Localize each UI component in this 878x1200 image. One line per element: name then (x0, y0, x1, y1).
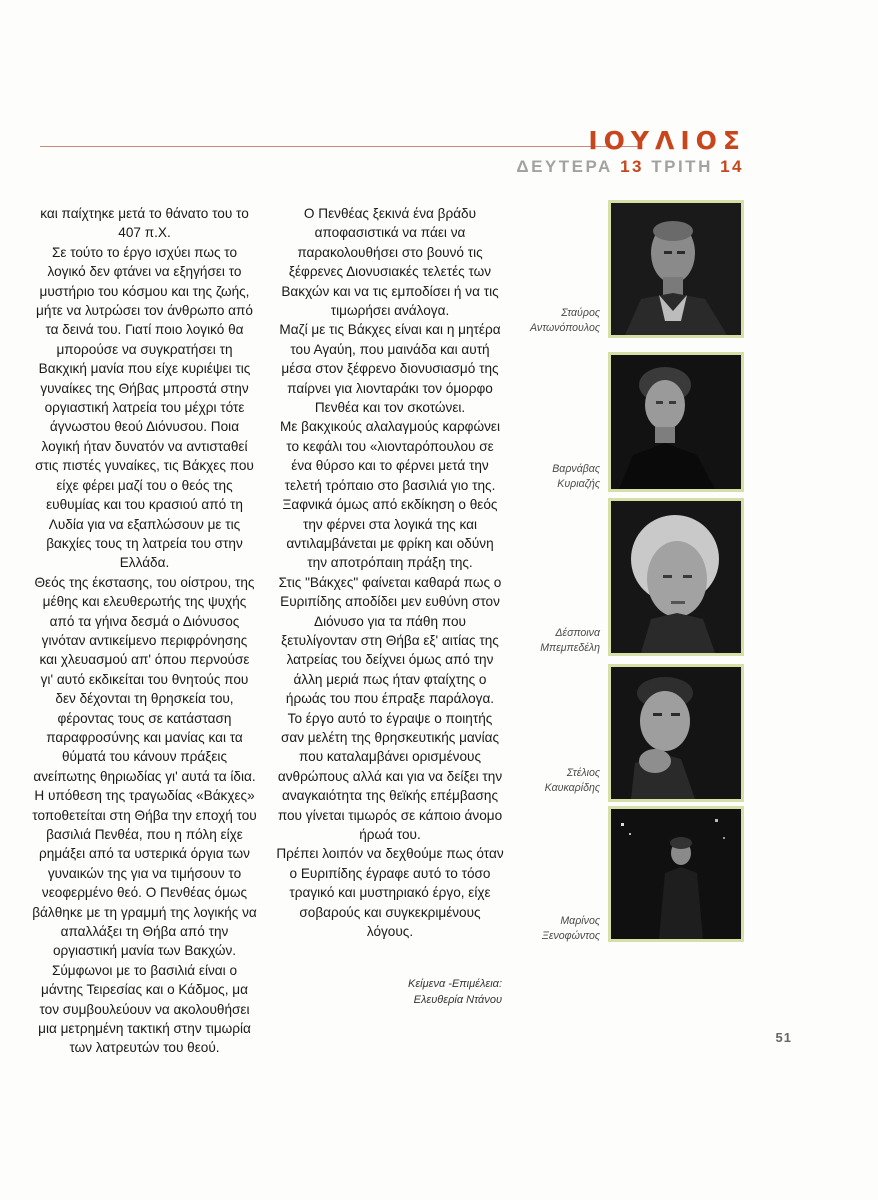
text-column-middle (276, 204, 504, 941)
cast-first-name: Σταύρος (561, 307, 600, 319)
cast-caption-1 (508, 306, 600, 336)
cast-caption-4 (508, 766, 600, 796)
paragraph: Με βακχικούς αλαλαγμούς καρφώνει το κεφάλι του «λιονταρόπουλου σε ένα θύρσο και το φέρνει μετά την τελετή τρόπαιο στο βασιλιά γιο της. Ξαφνικά όμως από εκδίκηση ο θεός την φέρνει στα λογικά της και αντιλαμβάνεται με φρίκη και οδύνη την αποτρόπαιη πράξη της. (280, 419, 500, 571)
credits-role: Κείμενα -Επιμέλεια: (408, 978, 502, 990)
cast-last-name: Κυριαζής (557, 478, 600, 490)
cast-photo-2 (608, 352, 744, 492)
cast-photo-4 (608, 664, 744, 802)
paragraph: Η υπόθεση της τραγωδίας «Βάκχες» τοποθετείται στη Θήβα την εποχή του βασιλιά Πενθέα, που η πόλη είχε ρημάξει από τα υστερικά όργια των γυναικών της για να τιμήσουν το νεοφερμένο θεό. Ο Πενθέας όμως βάλθηκε με τη γραμμή της λογικής να απαλλάξει τη Θήβα από την οργιαστική μανία των Βακχών. (32, 788, 257, 959)
paragraph: Στις "Βάκχες" φαίνεται καθαρά πως ο Ευριπίδης αποδίδει μεν ευθύνη στον Διόνυσο για τα πάθη που ξετυλίγονταν στη Θήβα εξ' αιτίας της λατρείας του δείχνει όμως από την άλλη μεριά πως ήταν φταίχτης ο ήρωάς του που έπραξε παράλογα. (278, 574, 502, 707)
day1-number: 13 (620, 157, 644, 176)
cast-first-name: Δέσποινα (555, 627, 600, 639)
paragraph: Ο Πενθέας ξεκινά ένα βράδυ αποφασιστικά να πάει να παρακολουθήσει στο βουνό τις ξέφρενες Διονυσιακές τελετές των Βακχών και να τις εμποδίσει ή να τις τιμωρήσει ανάλογα. (281, 206, 499, 319)
cast-caption-2 (508, 462, 600, 492)
paragraph: Θεός της έκστασης, του οίστρου, της μέθης και ελευθερωτής της ψυχής από τα γήινα δεσμά ο Διόνυσος γινόταν αντικείμενο περιφρόνησης και χλευασμού απ' όπου περνούσε γι' αυτό εκδικείται του θνητούς που δεν δέχονται τη θρησκεία του, φέροντας τους σε κατάσταση παραφροσύνης και μανίας και τα θύματά του κάνουν πράξεις ανείπωτης θηριωδίας γι' αυτά τα ίδια. (33, 574, 256, 784)
day2-number: 14 (720, 157, 744, 176)
day2-label: ΤΡΙΤΗ (651, 157, 713, 176)
portrait-image (611, 203, 741, 335)
cast-caption-3 (508, 626, 600, 656)
paragraph: Το έργο αυτό το έγραψε ο ποιητής σαν μελέτη της θρησκευτικής μανίας που καταλαμβάνει ορισμένους ανθρώπους αλλά και για να δείξει την αναγκαιότητα της θεϊκής επέμβασης που γίνεται τιμωρός σε κάποιο άνομο ήρωά του. (277, 710, 503, 842)
cast-last-name: Μπεμπεδέλη (540, 642, 600, 654)
cast-photo-1 (608, 200, 744, 338)
header-rule (40, 146, 640, 147)
credits-author: Ελευθερία Ντάνου (413, 994, 502, 1006)
cast-last-name: Καυκαρίδης (544, 782, 600, 794)
cast-first-name: Μαρίνος (560, 915, 600, 927)
paragraph: και παίχτηκε μετά το θάνατο του το 407 π.Χ. (40, 206, 249, 241)
portrait-image (611, 809, 741, 939)
cast-last-name: Ξενοφώντος (541, 930, 600, 942)
paragraph: Σύμφωνοι με το βασιλιά είναι ο μάντης Τειρεσίας και ο Κάδμος, μα τον συμβουλεύουν να ακολουθήσει μια μετρημένη τακτική στην τιμωρία των λατρευτών του θεού. (38, 962, 251, 1056)
days-line (516, 157, 744, 177)
cast-first-name: Βαρνάβας (552, 463, 600, 475)
cast-caption-5 (508, 914, 600, 944)
portrait-image (611, 667, 741, 799)
paragraph: Σε τούτο το έργο ισχύει πως το λογικό δεν φτάνει να εξηγήσει το μυστήριο του κόσμου και της ζωής, μήτε να λυτρώσει τον άνθρωπο από τα δεινά του. Γιατί ποιο λογικό θα μπορούσε να συγκρατήσει τη Βακχική μανία που είχε κυριέψει τις γυναίκες της Θήβας μπροστά στην οργιαστική λατρεία του μέχρι τότε άγνωστου θεού Διόνυσου. Ποια λογική ήταν δυνατόν να αντισταθεί στις πιστές γυναίκες, τις Βάκχες που είχε φέρει μαζί του ο θεός της ευθυμίας και του κρασιού από τη Λυδία για να εξαπλώσουν με τις βακχίες τους τη λατρεία του στην Ελλάδα. (35, 244, 254, 571)
month-title: ΙΟΥΛΙΟΣ (588, 126, 746, 155)
page-number: 51 (775, 1030, 792, 1045)
paragraph: Μαζί με τις Βάκχες είναι και η μητέρα του Αγαύη, που μαινάδα και αυτή μέσα στον ξέφρενο διονυσιασμό της παίρνει για λιονταράκι τον όμορφο Πενθέα και τον σκοτώνει. (279, 322, 501, 416)
portrait-image (611, 501, 741, 653)
cast-first-name: Στέλιος (566, 767, 600, 779)
cast-last-name: Αντωνόπουλος (530, 322, 600, 334)
text-column-left (32, 204, 257, 1058)
paragraph: Πρέπει λοιπόν να δεχθούμε πως όταν ο Ευριπίδης έγραφε αυτό το τόσο τραγικό και μυστηριακό έργο, είχε σοβαρούς και συγκεκριμένους λόγους. (276, 846, 504, 940)
credits (374, 976, 502, 1008)
day1-label: ΔΕΥΤΕΡΑ (516, 157, 613, 176)
portrait-image (611, 355, 741, 489)
cast-photo-3 (608, 498, 744, 656)
cast-photo-5 (608, 806, 744, 942)
